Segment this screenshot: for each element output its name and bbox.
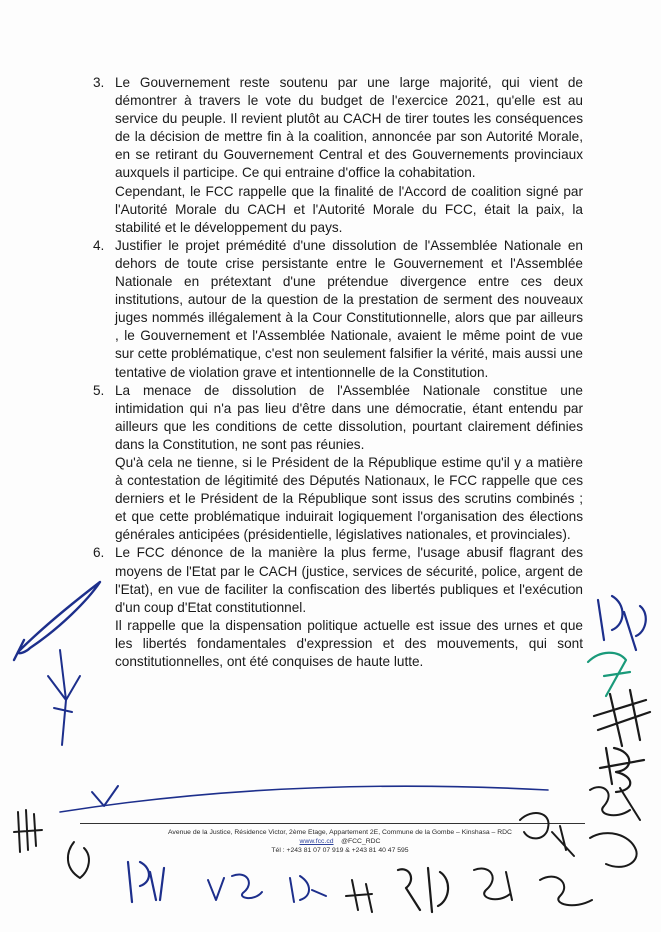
- list-item: [88, 237, 583, 382]
- initials-right-top: [598, 596, 646, 650]
- list-item: [88, 74, 583, 183]
- paragraph: Le Gouvernement reste soutenu par une large majorité, qui vient de démontrer à travers le vote du budget de l'exercice 2021, qu'elle est au service du peuple. Il revient plutôt au CACH de tirer toutes les conséquences de la décision de mettre fin à la coalition, annoncée par son Autorité Morale, en se retirant du Gouvernement Central et des Gouvernements provinciaux auxquels il participe. Ce qui entraine d'office la cohabitation.: [115, 75, 583, 181]
- initials-bottom-2: [208, 875, 262, 900]
- paragraph: Cependant, le FCC rappelle que la finalité de l'Accord de coalition signé par l'Autorité Morale du CACH et l'Autorité Morale du FCC, était la paix, la stabilité et le développement du pays.: [115, 183, 583, 235]
- initials-bottom-6: [474, 869, 512, 900]
- footer-website-link[interactable]: www.fcc.cd: [299, 838, 334, 845]
- signature-line: [60, 786, 548, 812]
- initials-bottom-3: [290, 876, 326, 902]
- initials-right-lower: [600, 748, 644, 792]
- initials-bottom-5: [398, 868, 448, 912]
- initials-left-arrow: [48, 650, 80, 745]
- list-item: [88, 382, 583, 454]
- initials-left-bottom: [14, 810, 42, 852]
- footer-address: Avenue de la Justice, Résidence Victor, 2ème Etage, Appartement 2E, Commune de la Gombe – Kinshasa – RDC: [168, 829, 512, 836]
- item-number: 5.: [93, 382, 105, 398]
- paragraph: Il rappelle que la dispensation politique actuelle est issue des urnes et que les libertés fondamentales d'expression et des mouvements, qui sont constitutionnelles, ont été conquises de haute lutte.: [115, 617, 583, 669]
- item-number: 4.: [93, 237, 105, 253]
- paragraph: La menace de dissolution de l'Assemblée Nationale constitue une intimidation qui n'a pas lieu d'être dans une démocratie, étant entendu par ailleurs que les conditions de cette dissolution, pourtant clairement définies dans la Constitution, ne sont pas réunies.: [115, 382, 583, 452]
- list-item: [88, 544, 583, 616]
- document-body: [88, 74, 583, 671]
- initials-right-mid: [594, 690, 650, 746]
- item-number: 3.: [93, 75, 105, 90]
- item-number: 6.: [93, 545, 105, 561]
- initials-right-green: [588, 653, 630, 696]
- paragraph: Qu'à cela ne tienne, si le Président de la République estime qu'il y a matière à contestation de légitimité des Députés Nationaux, le FCC rappelle que ces derniers et le Président de la République sont issus des scrutins combinés ; et que cette problématique induirait logiquement l'organisation des élections générales anticipées (présidentielle, législatives nationales, et provinciales).: [115, 454, 583, 543]
- paragraph: Justifier le projet prémédité d'une dissolution de l'Assemblée Nationale en dehors de toute crise persistante entre le Gouvernement et l'Assemblée Nationale en prétextant d'une prétendue divergence entre ces deux institutions, autour de la question de la prestation de serment des nouveaux juges nommés illégalement à la Cour Constitutionnelle, alors que par ailleurs , le Gouvernement et l'Assemblée Nationale, avaient le même point de vue sur cette problématique, c'est non seulement falsifier la vérité, mais aussi une tentative de violation grave et intentionnelle de la Constitution.: [115, 237, 583, 380]
- footer-divider: [80, 823, 585, 824]
- initials-bottom-1: [128, 862, 164, 902]
- footer-contacts: [60, 838, 620, 847]
- initials-right-bottom: [590, 787, 640, 820]
- initials-left-small: [92, 786, 118, 806]
- paragraph: Le FCC dénonce de la manière la plus ferme, l'usage abusif flagrant des moyens de l'Etat par le CACH (justice, services de sécurité, police, argent de l'Etat), en vue de faciliter la confiscation des libertés publiques et l'exécution d'un coup d'Etat constitutionnel.: [115, 545, 583, 615]
- footer-twitter: @FCC_RDC: [341, 838, 381, 845]
- footer-phone: Tél : +243 81 07 07 919 & +243 81 40 47 595: [271, 847, 409, 854]
- initials-bottom-4: [346, 880, 372, 912]
- initials-bottom-7: [540, 877, 592, 906]
